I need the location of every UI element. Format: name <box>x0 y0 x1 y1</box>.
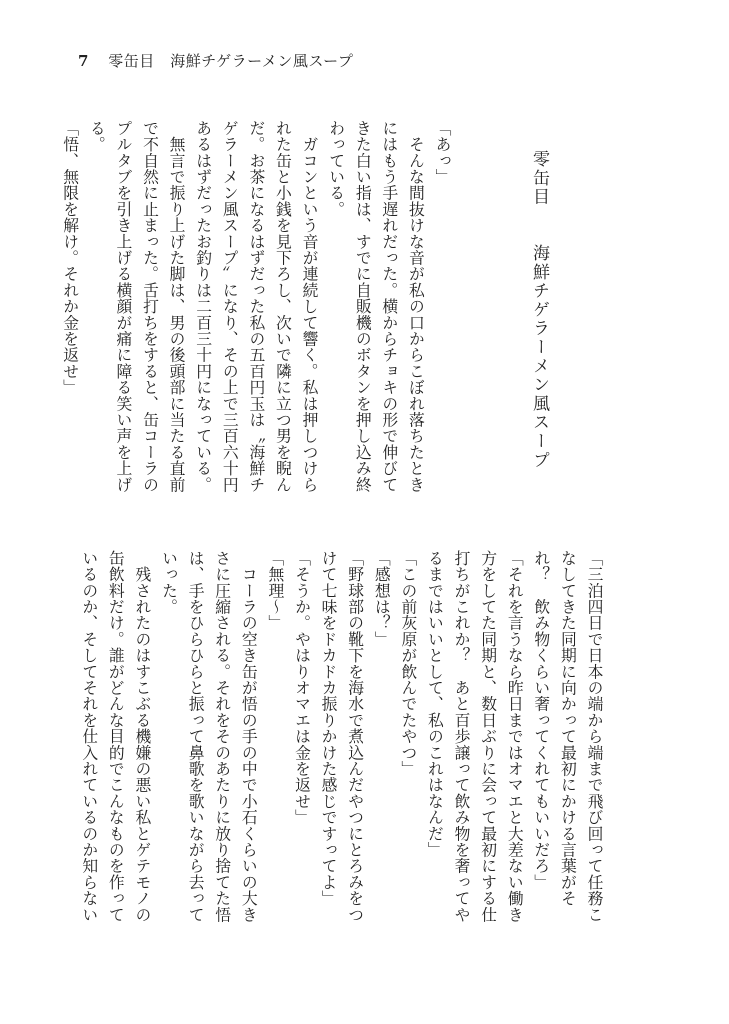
text-line: プルタブを引き上げる横顔が痛に障る笑い声を上げ <box>113 120 133 493</box>
text-line: で不自然に止まった。舌打ちをすると、缶コーラの <box>140 120 160 493</box>
text-line: 「この前灰原が飲んでたやつ」 <box>398 550 418 777</box>
text-line: 「それを言うなら昨日まではオマエと大差ない働き <box>505 550 525 923</box>
upper-text-block <box>60 120 455 500</box>
text-line: 残されたのはすこぶる機嫌の悪い私とゲテモノの <box>132 550 152 923</box>
text-line: 「三泊四日で日本の端から端まで飛び回って任務こ <box>585 550 604 923</box>
text-line: わっている。 <box>326 120 346 218</box>
text-line: 缶飲料だけ。誰がどんな目的でこんなものを作って <box>106 550 126 923</box>
running-title: 零缶目 海鮮チゲラーメン風スープ <box>108 52 354 70</box>
lower-text-block <box>79 550 607 930</box>
text-line: 「無理〜」 <box>265 550 285 631</box>
text-line: ゲラーメン風スープ〟になり、その上で三百六十円 <box>220 120 240 493</box>
text-line: 「感想は？」 <box>372 550 392 648</box>
text-line: れ？ 飲み物くらい奢ってくれてもいいだろ」 <box>531 550 551 891</box>
text-line: 「そうか。やはりオマエは金を返せ」 <box>292 550 312 826</box>
running-header <box>78 50 353 71</box>
text-line: そんな間抜けな音が私の口からこぼれ落ちたとき <box>406 120 426 493</box>
text-line: 方をしてた同期と、数日ぶりに会って最初にする仕 <box>478 550 498 923</box>
text-line: けて七味をドカドカ振りかけた感じですってよ」 <box>319 550 339 907</box>
text-line: る。 <box>87 120 107 153</box>
text-line: いった。 <box>159 550 179 615</box>
text-line: さに圧縮される。それをそのあたりに放り捨てた悟 <box>212 550 232 923</box>
text-line: 「野球部の靴下を海水で煮込んだやつにとろみをつ <box>345 550 365 923</box>
text-line: なしてきた同期に向かって最初にかける言葉がそ <box>558 550 578 907</box>
text-line: にはもう手遅れだった。横からチョキの形で伸びて <box>379 120 399 493</box>
page-number: 7 <box>78 52 89 70</box>
text-line: あるはずだったお釣りは二百三十円になっている。 <box>193 120 213 493</box>
chapter-title: 零缶目 海鮮チゲラーメン風スープ <box>529 150 549 470</box>
text-line: るまではいいとして、私のこれはなんだ」 <box>425 550 445 858</box>
text-line: いるのか、そしてそれを仕入れているのか知らない <box>79 550 99 923</box>
text-line: 「悟、無限を解け。それか金を返せ」 <box>60 120 80 396</box>
text-line: ガコンという音が連続して響く。私は押しつけら <box>300 120 320 493</box>
text-line: 打ちがこれか？ あと百歩譲って飲み物を奢ってや <box>452 550 472 923</box>
text-line: だ。お茶になるはずだった私の五百円玉は〝海鮮チ <box>246 120 266 493</box>
text-line: 無言で振り上げた脚は、男の後頭部に当たる直前 <box>167 120 187 493</box>
text-line: コーラの空き缶が悟の手の中で小石くらいの大き <box>239 550 259 923</box>
text-line: きた白い指は、すでに自販機のボタンを押し込み終 <box>353 120 373 493</box>
text-line: は、手をひらひらと振って鼻歌を歌いながら去って <box>186 550 206 923</box>
text-line: 「あっ」 <box>433 120 452 185</box>
text-line: れた缶と小銭を見下ろし、次いで隣に立つ男を睨ん <box>273 120 293 493</box>
